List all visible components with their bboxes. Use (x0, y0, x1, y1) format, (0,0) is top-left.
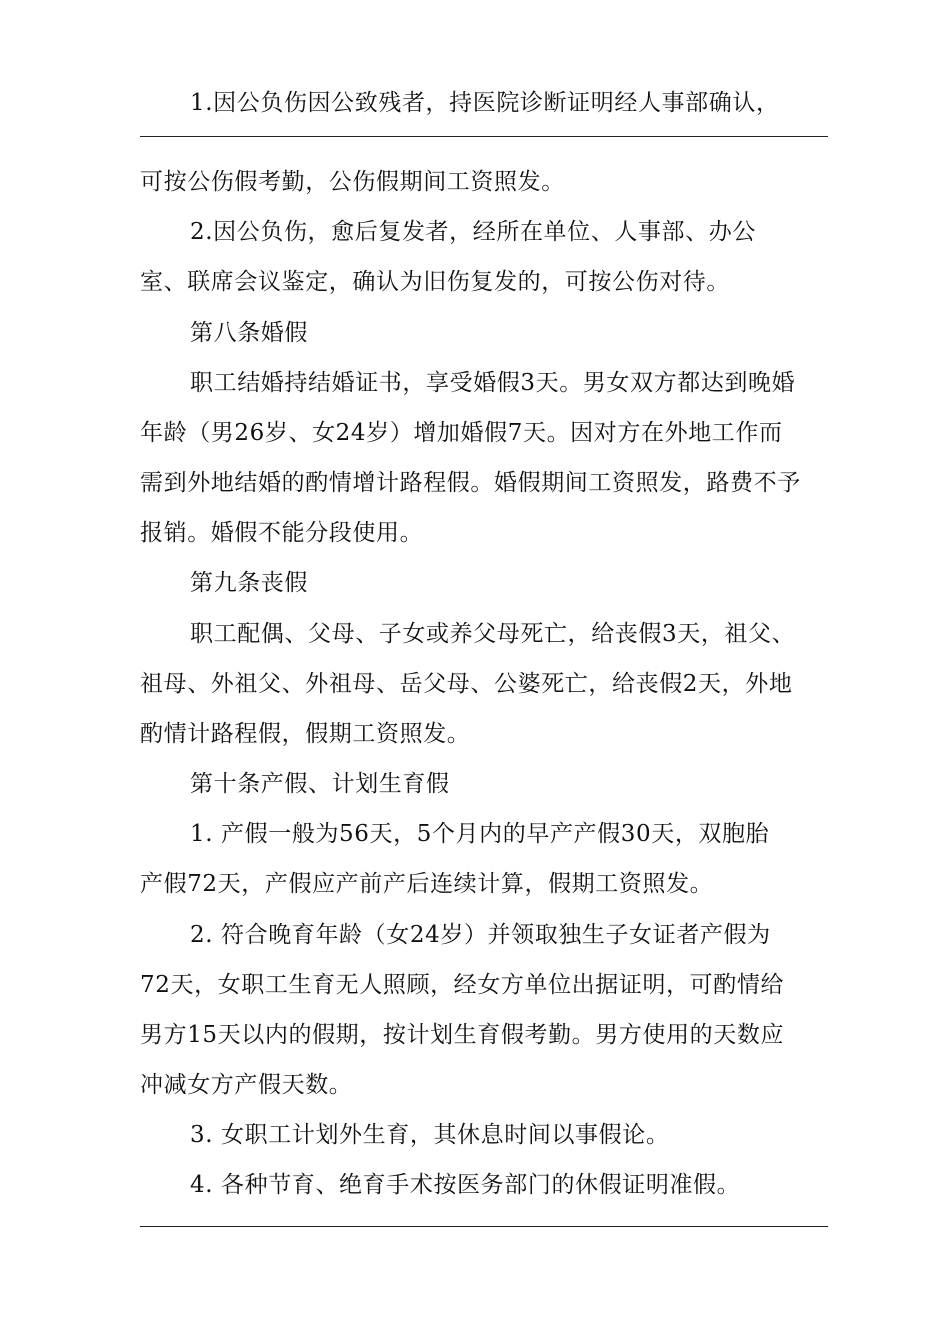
paragraph-line: 男方15天以内的假期，按计划生育假考勤。男方使用的天数应 (140, 1022, 785, 1048)
paragraph-line: 室、联席会议鉴定，确认为旧伤复发的，可按公伤对待。 (140, 269, 730, 295)
section-heading: 第八条婚假 (190, 320, 308, 346)
section-heading: 第十条产假、计划生育假 (190, 771, 450, 797)
paragraph-line: 职工配偶、父母、子女或养父母死亡，给丧假3天，祖父、 (190, 621, 796, 647)
paragraph-line: 产假72天，产假应产前产后连续计算，假期工资照发。 (140, 871, 714, 897)
paragraph-line: 3. 女职工计划外生育，其休息时间以事假论。 (190, 1122, 670, 1148)
paragraph-line: 年龄（男26岁、女24岁）增加婚假7天。因对方在外地工作而 (140, 420, 783, 446)
paragraph-line: 1. 产假一般为56天，5个月内的早产产假30天，双胞胎 (190, 821, 770, 847)
section-heading: 第九条丧假 (190, 570, 308, 596)
footer-divider (140, 1226, 828, 1227)
paragraph-line: 祖母、外祖父、外祖母、岳父母、公婆死亡，给丧假2天，外地 (140, 671, 793, 697)
paragraph-line: 72天，女职工生育无人照顾，经女方单位出据证明，可酌情给 (140, 972, 785, 998)
paragraph-line: 可按公伤假考勤，公伤假期间工资照发。 (140, 169, 565, 195)
paragraph-line: 1.因公负伤因公致残者，持医院诊断证明经人事部确认， (190, 90, 780, 116)
paragraph-line: 报销。婚假不能分段使用。 (140, 520, 424, 546)
paragraph-line: 冲减女方产假天数。 (140, 1072, 353, 1098)
paragraph-line: 4. 各种节育、绝育手术按医务部门的休假证明准假。 (190, 1172, 741, 1198)
paragraph-line: 职工结婚持结婚证书，享受婚假3天。男女双方都达到晚婚 (190, 370, 796, 396)
paragraph-line: 2. 符合晚育年龄（女24岁）并领取独生子女证者产假为 (190, 922, 771, 948)
paragraph-line: 需到外地结婚的酌情增计路程假。婚假期间工资照发，路费不予 (140, 470, 801, 496)
paragraph-line: 2.因公负伤，愈后复发者，经所在单位、人事部、办公 (190, 219, 756, 245)
paragraph-line: 酌情计路程假，假期工资照发。 (140, 721, 471, 747)
header-divider (140, 136, 828, 137)
